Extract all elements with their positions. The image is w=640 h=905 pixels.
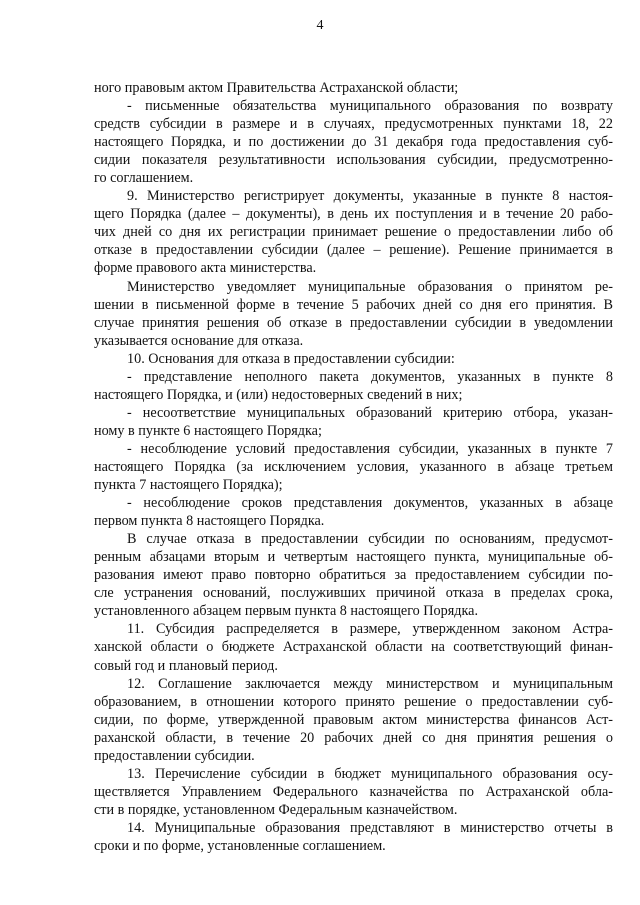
text-line: ного правовым актом Правительства Астраханской области; [94,80,459,96]
text-line: - несоответствие муниципальных образований критерию отбора, указан- [127,404,613,421]
paragraph [94,530,613,620]
text-line: совый год и плановый период. [94,657,278,674]
text-line: разования имеют право повторно обратиться за предоставлением субсидии по- [94,567,613,584]
text-line: В случае отказа в предоставлении субсидии по основаниям, предусмот- [127,531,613,548]
text-line: 13. Перечисление субсидии в бюджет муниципального образования осу- [127,765,613,782]
text-line: щего Порядка (далее – документы), в день их поступления и в течение 20 рабо- [94,206,613,223]
text-line: Министерство уведомляет муниципальные образования о принятом ре- [127,278,613,295]
text-line: 9. Министерство регистрирует документы, указанные в пункте 8 настоя- [127,188,613,205]
text-line: средств субсидии в размере и в случаях, предусмотренных пунктами 18, 22 [94,116,613,133]
text-line: 12. Соглашение заключается между министерством и муниципальным [127,675,613,692]
text-line: ному в пункте 6 настоящего Порядка; [94,422,322,439]
text-line: раханской области, в течение 20 рабочих дней со дня принятия решения о [94,729,613,746]
text-line: - письменные обязательства муниципального образования по возврату [127,98,613,115]
text-line: 14. Муниципальные образования представляют в министерство отчеты в [127,819,613,836]
paragraph [94,494,613,530]
text-line: сидии, по форме, утвержденной правовым актом министерства финансов Аст- [94,711,613,728]
text-line: предоставлении субсидии. [94,747,255,764]
text-line: пункта 7 настоящего Порядка); [94,477,283,494]
document-body [94,79,613,855]
text-line: - несоблюдение условий предоставления субсидии, указанных в пункте 7 [127,440,613,457]
text-line: - представление неполного пакета документов, указанных в пункте 8 [127,368,613,385]
text-line: настоящего Порядка, и по достижении до 31 декабря года предоставления суб- [94,134,613,151]
paragraph [94,819,613,855]
paragraph [94,765,613,819]
paragraph [94,97,613,187]
text-line: первом пункта 8 настоящего Порядка. [94,513,325,530]
text-line: чих дней со дня их регистрации принимает решение о предоставлении либо об [94,224,613,241]
text-line: - несоблюдение сроков представления документов, указанных в абзаце [127,495,613,512]
paragraph [94,79,613,97]
text-line: настоящего Порядка (за исключением условия, указанного в абзаце третьем [94,458,613,475]
text-line: указывается основание для отказа. [94,332,304,349]
paragraph [94,278,613,350]
text-line: го соглашением. [94,170,194,187]
text-line: сроки и по форме, установленные соглашением. [94,837,386,854]
text-line: настоящего Порядка, и (или) недостоверных сведений в них; [94,386,463,403]
text-line: сидии показателя результативности использования субсидии, предусмотренно- [94,152,613,169]
text-line: образованием, в отношении которого принято решение о предоставлении суб- [94,693,613,710]
text-line: сле устранения оснований, послуживших причиной отказа в пределах срока, [94,585,613,602]
text-line: форме правового акта министерства. [94,260,317,277]
paragraph [94,440,613,494]
paragraph [94,675,613,765]
text-line: случае принятия решения об отказе в предоставлении субсидии в уведомлении [94,314,613,331]
paragraph [94,620,613,674]
text-line: 11. Субсидия распределяется в размере, утвержденном законом Астра- [127,621,613,638]
text-line: сти в порядке, установленном Федеральным казначейством. [94,801,458,818]
text-line: 10. Основания для отказа в предоставлении субсидии: [127,350,455,367]
text-line: ренным абзацами вторым и четвертым настоящего пункта, муниципальные об- [94,549,613,566]
paragraph [94,350,613,368]
text-line: установленного абзацем первым пункта 8 настоящего Порядка. [94,603,479,620]
paragraph [94,187,613,277]
paragraph [94,404,613,440]
text-line: ханской области о бюджете Астраханской области на соответствующий финан- [94,639,613,656]
page-number: 4 [316,18,324,33]
text-line: ществляется Управлением Федерального казначейства по Астраханской обла- [94,783,613,800]
text-line: отказе в предоставлении субсидии (далее – решение). Решение принимается в [94,242,613,259]
text-line: шении в письменной форме в течение 5 рабочих дней со дня его принятия. В [94,296,613,313]
paragraph [94,368,613,404]
